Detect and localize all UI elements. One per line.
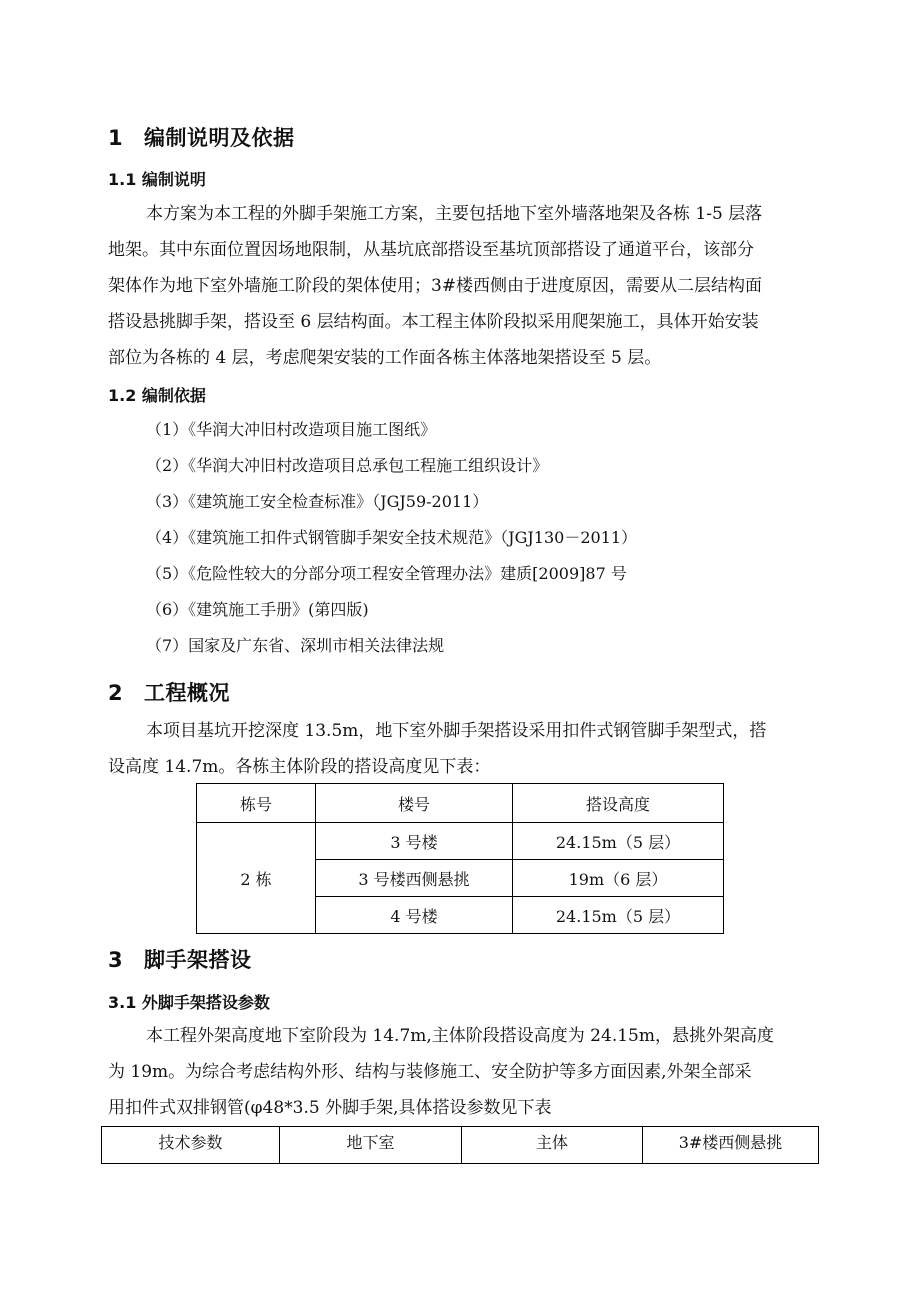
reference-item: （6）《建筑施工手册》(第四版)	[146, 600, 369, 619]
section-number: 2	[108, 681, 124, 705]
section-3-heading	[108, 944, 252, 974]
section-2-heading	[108, 677, 230, 707]
table-header-cell: 技术参数	[102, 1127, 280, 1164]
paragraph-line: 为 19m。为综合考虑结构外形、结构与装修施工、安全防护等多方面因素,外架全部采	[108, 1062, 752, 1082]
height-table	[196, 783, 724, 934]
paragraph-line: 搭设悬挑脚手架，搭设至 6 层结构面。本工程主体阶段拟采用爬架施工，具体开始安装	[108, 312, 759, 332]
table-cell: 24.15m（5 层）	[513, 897, 724, 934]
table-cell: 19m（6 层）	[513, 860, 724, 897]
reference-item: （7）国家及广东省、深圳市相关法律法规	[146, 636, 445, 655]
table-header-cell: 楼号	[316, 784, 513, 823]
section-title: 脚手架搭设	[144, 948, 252, 972]
section-number: 1	[108, 126, 124, 150]
section-title: 编制说明及依据	[144, 126, 295, 150]
section-1-2-heading: 1.2 编制依据	[108, 386, 206, 405]
paragraph-line: 部位为各栋的 4 层，考虑爬架安装的工作面各栋主体落地架搭设至 5 层。	[108, 348, 662, 368]
table-header-cell: 主体	[462, 1127, 643, 1164]
section-title: 工程概况	[144, 681, 230, 705]
section-1-1-heading: 1.1 编制说明	[108, 170, 206, 189]
section-3-1-heading: 3.1 外脚手架搭设参数	[108, 993, 270, 1012]
table-header-cell: 3#楼西侧悬挑	[643, 1127, 819, 1164]
parameter-table	[101, 1126, 819, 1164]
table-header-row	[102, 1127, 819, 1164]
reference-item: （4）《建筑施工扣件式钢管脚手架安全技术规范》（JGJ130－2011）	[146, 528, 638, 547]
paragraph-line: 用扣件式双排钢管(φ48*3.5 外脚手架,具体搭设参数见下表	[108, 1098, 552, 1118]
table-header-cell: 搭设高度	[513, 784, 724, 823]
paragraph-line: 架体作为地下室外墙施工阶段的架体使用；3#楼西侧由于进度原因，需要从二层结构面	[108, 276, 763, 296]
table-header-row	[197, 784, 724, 823]
table-row	[197, 823, 724, 860]
paragraph-line: 本方案为本工程的外脚手架施工方案，主要包括地下室外墙落地架及各栋 1-5 层落	[146, 204, 763, 224]
table-header-cell: 地下室	[280, 1127, 462, 1164]
table-header-cell: 栋号	[197, 784, 316, 823]
paragraph-line: 本项目基坑开挖深度 13.5m，地下室外脚手架搭设采用扣件式钢管脚手架型式，搭	[146, 721, 767, 741]
table-cell: 3 号楼西侧悬挑	[316, 860, 513, 897]
section-1-heading	[108, 122, 295, 152]
reference-item: （3）《建筑施工安全检查标准》（JGJ59-2011）	[146, 492, 489, 511]
table-cell: 4 号楼	[316, 897, 513, 934]
building-cell: 2 栋	[197, 823, 316, 934]
section-number: 3	[108, 948, 124, 972]
paragraph-line: 设高度 14.7m。各栋主体阶段的搭设高度见下表：	[108, 757, 491, 777]
reference-item: （5）《危险性较大的分部分项工程安全管理办法》建质[2009]87 号	[146, 564, 627, 583]
table-cell: 3 号楼	[316, 823, 513, 860]
paragraph-line: 本工程外架高度地下室阶段为 14.7m,主体阶段搭设高度为 24.15m，悬挑外架高度	[146, 1026, 774, 1046]
table-cell: 24.15m（5 层）	[513, 823, 724, 860]
reference-item: （1）《华润大冲旧村改造项目施工图纸》	[146, 420, 437, 439]
paragraph-line: 地架。其中东面位置因场地限制，从基坑底部搭设至基坑顶部搭设了通道平台，该部分	[108, 240, 754, 260]
reference-item: （2）《华润大冲旧村改造项目总承包工程施工组织设计》	[146, 456, 549, 475]
